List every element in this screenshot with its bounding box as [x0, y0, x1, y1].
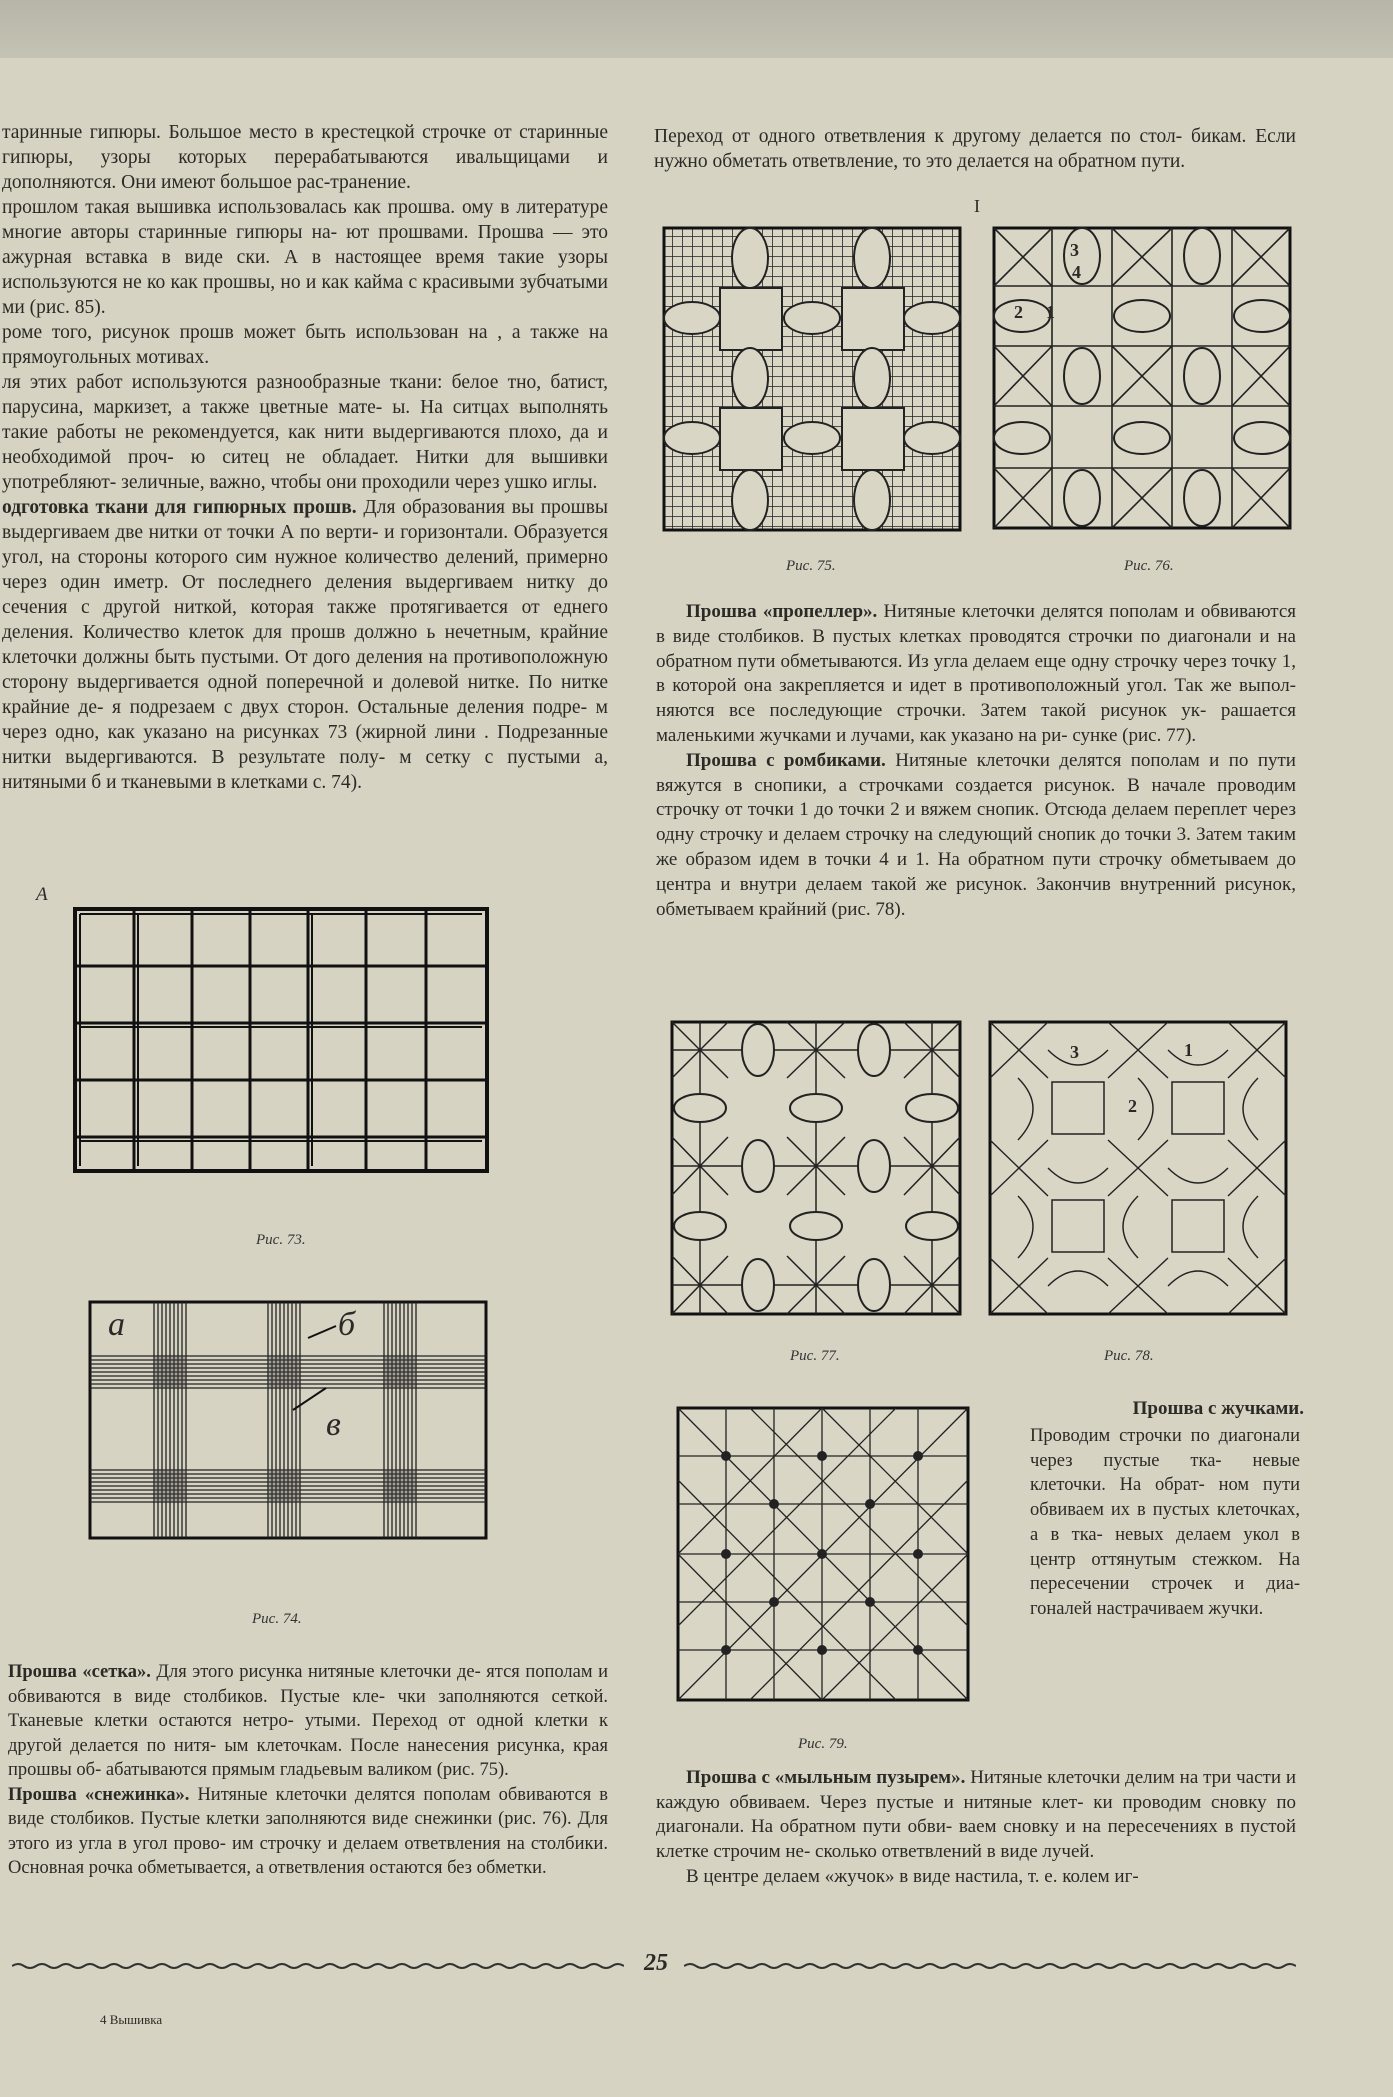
left-column-text: [2, 120, 608, 795]
snezhinka-heading: Прошва «снежинка».: [8, 1784, 190, 1805]
paragraph-2: прошлом такая вышивка использовалась как прошва. ому в литературе многие авторы старинные гипюры на- ют прошвами. Прошва — это ажурная вставка в виде ски. А в настоящее время такие узоры используются не ко как прошвы, но и как кайма с красивыми зубчатыми ми (рис. 85).: [2, 197, 608, 318]
propeller-heading: Прошва «пропеллер».: [686, 601, 878, 622]
figure-74: [88, 1300, 488, 1540]
fig74-label-a: а: [108, 1306, 125, 1343]
zhuk-heading: Прошва с жучками.: [1132, 1398, 1304, 1419]
fig74-label-b: б: [338, 1306, 356, 1343]
last-paragraph: В центре делаем «жучок» в виде настила, т. е. колем иг-: [686, 1865, 1139, 1887]
fig76-num-3: 3: [1070, 240, 1079, 260]
figure-78-drawing: [988, 1020, 1288, 1316]
figure-73: [72, 906, 492, 1176]
figure-75-drawing: [662, 226, 962, 532]
fig76-num-2: 2: [1014, 302, 1023, 322]
paragraph-4: ля этих работ используются разнообразные ткани: белое тно, батист, парусина, маркизет, а также цветные мате- ы. На ситцах выполнять такие работы не рекомендуется, как нити выдергиваются плохо, да и необходимой проч- ю ситец не обладает. Нитки для вышивки употребляют- зеличные, важно, чтобы они проходили через ушко иглы.: [2, 372, 608, 493]
snezhinka-paragraph: [8, 1783, 608, 1881]
bubble-body: Нитяные клеточки делим на три части и каждую обвиваем. Через пустые и нитяные клет- ки проводим сновку по диагонали. На обратном пути обви- ваем сновку и на пересечениях в пустой клетке строчим не- сколько ответвлений в виде лучей.: [656, 1767, 1296, 1863]
bottom-left-text: [8, 1660, 608, 1881]
figure-74-drawing: [88, 1300, 488, 1540]
snezhinka-body: Нитяные клеточки делятся пополам обвиваются в виде столбиков. Пустые клетки заполняются виде снежинки (рис. 76). Для этого из угла в угол прово- им строчку и делаем ответвления на столбики. Основная рочка обметывается, а ответвления остаются без обметки.: [8, 1784, 608, 1878]
zhuk-body: Проводим строчки по диагонали через пустые тка- невые клеточки. На обрат- ном пути обвиваем их в пустых клеточках, а в тка- невых делаем укол в центр оттянутым стежком. На пересечении строчек и диа- гоналей настрачиваем жучки.: [1030, 1426, 1300, 1619]
romb-paragraph: [656, 749, 1296, 923]
figure-77: [670, 1020, 962, 1316]
page-number: 25: [644, 1950, 668, 1976]
fig78-num-1: 1: [1184, 1040, 1193, 1060]
printer-signature: 4 Вышивка: [100, 2012, 163, 2027]
figure-76-drawing: [992, 226, 1292, 530]
paragraph-3: роме того, рисунок прошв может быть использован на , а также на прямоугольных мотивах.: [2, 322, 608, 368]
figure-79: [676, 1406, 970, 1702]
fig74-caption: Рис. 74.: [252, 1611, 302, 1627]
paragraph-1: таринные гипюры. Большое место в крестецкой строчке от старинные гипюры, узоры которых перерабатываются ивальщицами и дополняются. Они имеют большое рас-транение.: [2, 122, 608, 193]
footer-rule-right: [684, 1962, 1296, 1970]
setka-body: Для этого рисунка нитяные клеточки де- ятся пополам и обвиваются в виде столбиков. Пустые кле- чки заполняются сеткой. Тканевые клетки остаются нетро- утыми. Переход от одной клетки к другой делается по нитя- ым клеточкам. После нанесения рисунка, края прошвы об- абатываются прямым гладьевым валиком (рис. 75).: [8, 1662, 608, 1780]
romb-body: Нитяные клеточки делятся пополам и по пути вяжутся в снопики, а строчками создается рисунок. В начале проводим строчку от точки 1 до точки 2 и вяжем снопик. Отсюда делаем переплет через одну строчку и делаем строчку на следующий снопик до точки 3. Затем таким же образом идем в точки 4 и 1. На обратном пути строчку обметываем до центра и внутри делаем такой же рисунок. Закончив внутренний рисунок, обметываем крайний (рис. 78).: [656, 749, 1296, 920]
figure-79-drawing: [676, 1406, 970, 1702]
bubble-text: [656, 1766, 1296, 1890]
fig78-caption: Рис. 78.: [1104, 1348, 1154, 1364]
propeller-paragraph: [656, 600, 1296, 749]
fig76-num-4: 4: [1072, 262, 1081, 282]
fig76-caption: Рис. 76.: [1124, 558, 1174, 574]
fig74-label-v: в: [326, 1406, 341, 1443]
propeller-body: Нитяные клеточки делятся пополам и обвиваются в виде столбиков. В пустых клетках проводятся строчки по диагонали и на обратном пути обметываются. Из угла делаем еще одну строчку через точку 1, в которой она закрепляется и идет в противоположный угол. Так же выпол- няются все последующие строчки. Затем такой рисунок ук- рашается маленькими жучками и лучами, как указано на ри- сунке (рис. 77).: [656, 601, 1296, 746]
right-intro-text: Переход от одного ответвления к другому делается по стол- бикам. Если нужно обметать ответвление, то это делается на обратном пути.: [654, 126, 1296, 172]
right-middle-text: [656, 600, 1296, 922]
figure-78: [988, 1020, 1288, 1316]
setka-paragraph: [8, 1660, 608, 1783]
bubble-paragraph: [656, 1766, 1296, 1865]
setka-heading: Прошва «сетка».: [8, 1662, 151, 1682]
figure-77-drawing: [670, 1020, 962, 1316]
paragraph-5-heading: одготовка ткани для гипюрных прошв.: [2, 497, 357, 518]
figure-75: [662, 226, 962, 532]
figure-76: [992, 226, 1292, 530]
fig73-caption: Рис. 73.: [256, 1232, 306, 1248]
fig78-num-2: 2: [1128, 1096, 1137, 1116]
fig77-caption: Рис. 77.: [790, 1348, 840, 1364]
paragraph-5: [2, 495, 608, 795]
figure-73-grid: [72, 906, 492, 1176]
fig-tick-mark: I: [974, 196, 980, 216]
fig79-caption: Рис. 79.: [798, 1736, 848, 1752]
fig75-caption: Рис. 75.: [786, 558, 836, 574]
footer-rule-left: [12, 1962, 624, 1970]
fig76-num-1: 1: [1046, 302, 1055, 322]
fig78-num-3: 3: [1070, 1042, 1079, 1062]
bubble-heading: Прошва с «мыльным пузырем».: [686, 1767, 966, 1788]
paragraph-5-body: Для образования вы прошвы выдергиваем две нитки от точки А по верти- и горизонтали. Образуется угол, на стороны которого сим нужное количество делений, примерно через один иметр. От последнего деления выдергиваем нитку до сечения с другой ниткой, которая также протягивается от еднего деления. Количество клеток для прошв должно ь нечетным, крайние клеточки должны быть пустыми. От дого деления на противоположную сторону выдергивается одной поперечной и долевой нитке. По нитке крайние де- я подрезаем с двух сторон. Остальные деления подре- м через одно, как указано на рисунках 73 (жирной лини . Подрезанные нитки выдергиваются. В результате полу- м сетку с пустыми а, нитяными б и тканевыми в клетками с. 74).: [2, 497, 609, 793]
romb-heading: Прошва с ромбиками.: [686, 749, 886, 771]
fig73-point-label: А: [36, 884, 48, 905]
